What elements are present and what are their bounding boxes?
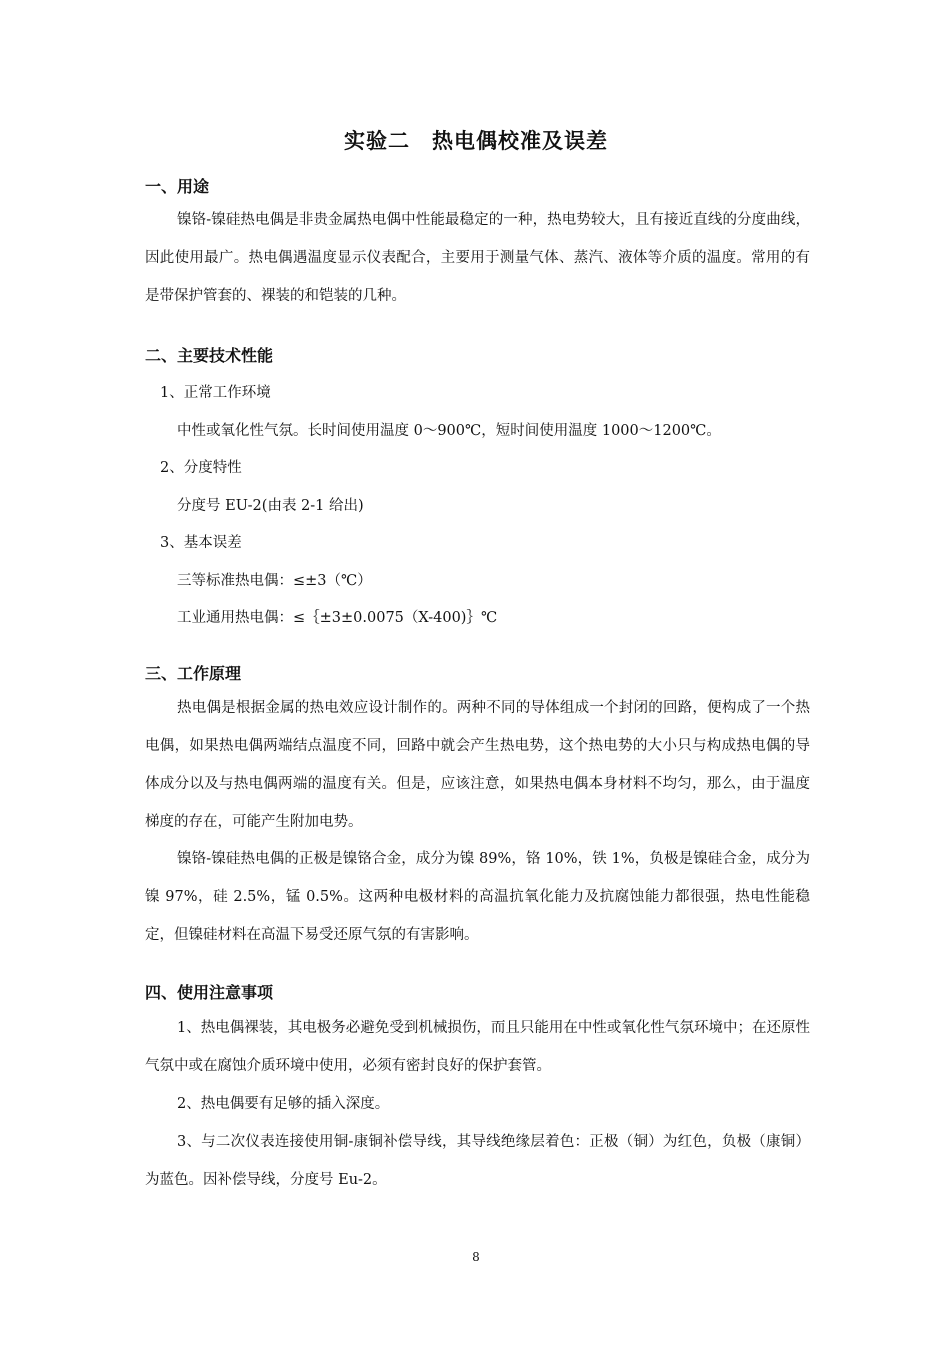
- paragraph-principle-1: 热电偶是根据金属的热电效应设计制作的。两种不同的导体组成一个封闭的回路，便构成了一个热电偶，如果热电偶两端结点温度不同，回路中就会产生热电势，这个热电势的大小只与构成热电偶的导体成分以及与热电偶两端的温度有关。但是，应该注意，如果热电偶本身材料不均匀，那么，由于温度梯度的存在，可能产生附加电势。: [145, 700, 810, 830]
- page-title: 实验二 热电偶校准及误差: [344, 129, 608, 153]
- paragraph-purpose: 镍铬-镍硅热电偶是非贵金属热电偶中性能最稳定的一种，热电势较大，且有接近直线的分度曲线，因此使用最广。热电偶遇温度显示仪表配合，主要用于测量气体、蒸汽、液体等介质的温度。常用的有是带保护管套的、裸装的和铠装的几种。: [145, 212, 810, 304]
- paragraph-note-2: 2、热电偶要有足够的插入深度。: [177, 1096, 390, 1112]
- spec-item-graduation: 2、分度特性: [160, 460, 242, 476]
- paragraph-note-1: 1、热电偶裸装，其电极务必避免受到机械损伤，而且只能用在中性或氧化性气氛环境中；在还原性气氛中或在腐蚀介质环境中使用，必须有密封良好的保护套管。: [145, 1020, 810, 1074]
- spec-graduation-text: 分度号 EU-2(由表 2-1 给出): [177, 498, 364, 514]
- page-number: 8: [472, 1250, 480, 1264]
- spec-error-industrial: 工业通用热电偶：≤｛±3±0.0075（X-400)｝℃: [177, 610, 498, 626]
- section-heading-purpose: 一、用途: [145, 177, 210, 196]
- section-heading-notes: 四、使用注意事项: [145, 983, 274, 1002]
- paragraph-note-3: 3、与二次仪表连接使用铜-康铜补偿导线，其导线绝缘层着色：正极（铜）为红色，负极（康铜）为蓝色。因补偿导线，分度号 Eu-2。: [145, 1134, 810, 1188]
- section-heading-specs: 二、主要技术性能: [145, 346, 274, 365]
- spec-error-standard: 三等标准热电偶：≤±3（℃）: [177, 573, 372, 589]
- spec-environment-text: 中性或氧化性气氛。长时间使用温度 0～900℃，短时间使用温度 1000～1200℃。: [177, 423, 721, 439]
- section-heading-principle: 三、工作原理: [145, 664, 242, 683]
- spec-item-error: 3、基本误差: [160, 535, 242, 551]
- spec-item-environment: 1、正常工作环境: [160, 385, 271, 401]
- paragraph-principle-2: 镍铬-镍硅热电偶的正极是镍铬合金，成分为镍 89%，铬 10%，铁 1%，负极是镍硅合金，成分为镍 97%，硅 2.5%，锰 0.5%。这两种电极材料的高温抗氧化能力及抗腐蚀能力都很强，热电性能稳定，但镍硅材料在高温下易受还原气氛的有害影响。: [145, 851, 810, 943]
